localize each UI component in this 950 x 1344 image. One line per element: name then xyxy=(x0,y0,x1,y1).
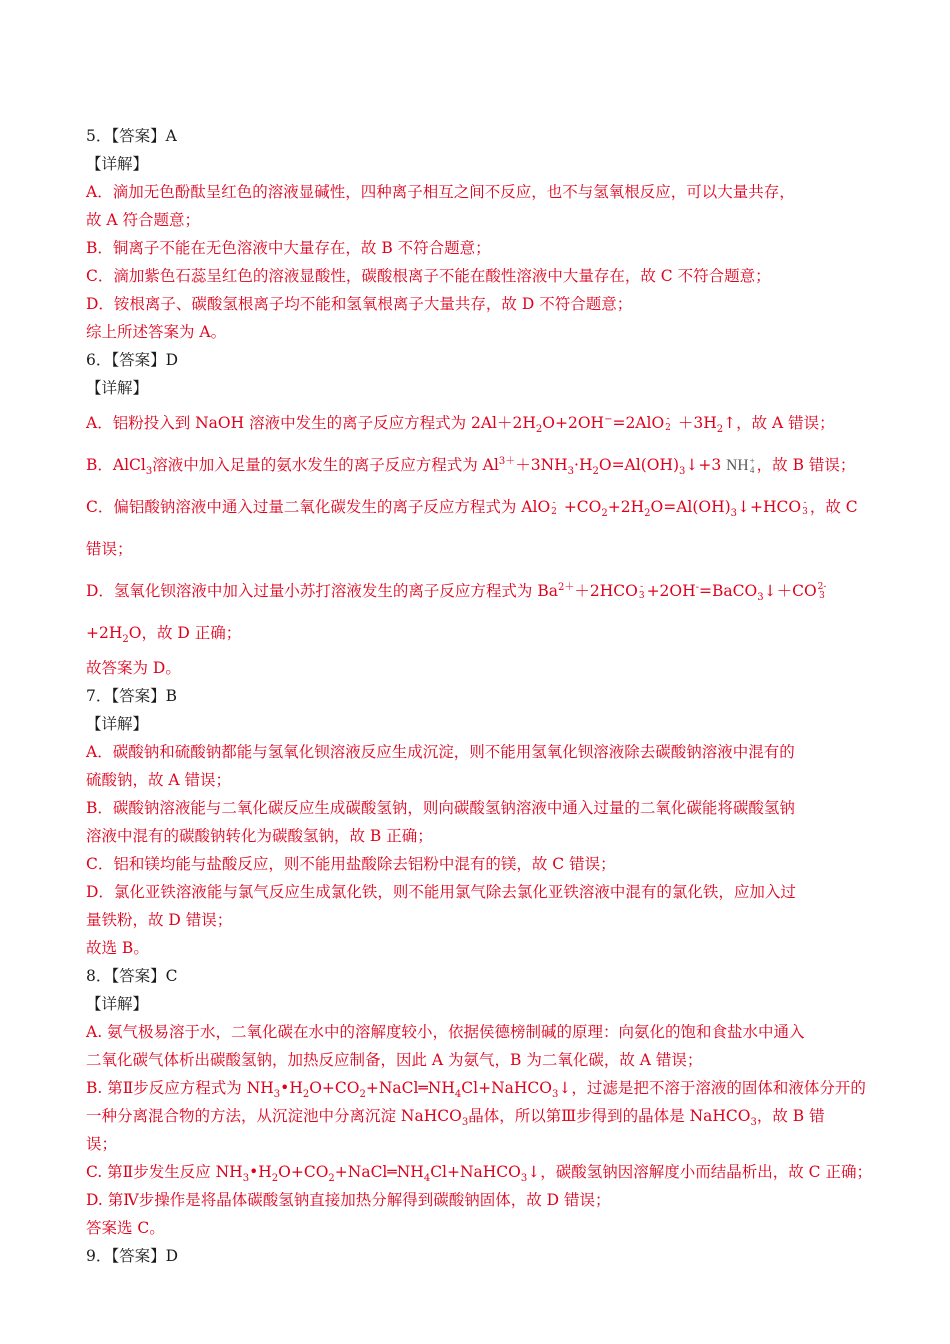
q8-option-c: C. 第Ⅱ步发生反应 $NH_3•H_2O+CO_2+NaCl═NH_4Cl+NaHCO_3↓$，碳酸氢钠因溶解度小而结晶析出，故 C 正确； xyxy=(86,1163,872,1185)
q7-option-a-line1: A．碳酸钠和硫酸钠都能与氢氧化钡溶液反应生成沉淀，则不能用氢氧化钡溶液除去碳酸钠溶液中混有的 xyxy=(86,743,795,761)
q7-option-a-line2: 硫酸钠，故 A 错误； xyxy=(86,771,232,789)
q7-detail-label: 【详解】 xyxy=(86,715,149,733)
ion-charge-index: - 2 xyxy=(551,498,557,517)
ion-charge-index: - 3 xyxy=(802,498,808,517)
q7-option-b-line2: 溶液中混有的碳酸钠转化为碳酸氢钠，故 B 正确； xyxy=(86,827,433,845)
q6-heading: 6．【答案】D xyxy=(86,351,179,369)
ion-charge-index: - 3 xyxy=(638,582,645,601)
answer-page xyxy=(86,122,872,1270)
ion-charge-index: 2- 3 xyxy=(817,582,827,601)
q7-option-c: C．铝和镁均能与盐酸反应，则不能用盐酸除去铝粉中混有的镁，故 C 错误； xyxy=(86,855,616,873)
q8-option-a-line1: A. 氨气极易溶于水，二氧化碳在水中的溶解度较小，依据侯德榜制碱的原理：向氨化的饱和食盐水中通入 xyxy=(86,1023,805,1041)
q7-summary: 故选 B。 xyxy=(86,939,149,957)
q8-option-b-line3: 误； xyxy=(86,1135,118,1153)
ion-charge-index: + 4 xyxy=(749,456,755,475)
q8-detail-label: 【详解】 xyxy=(86,995,149,1013)
q6-option-b: B．AlCl$_3$溶液中加入足量的氨水发生的离子反应方程式为 $Al^{3+}+3NH_3\cdot H_2O=Al(OH)_3↓+3$ NH + 4 ，故 B 错误； xyxy=(86,455,856,478)
ammonium-ion: NH xyxy=(726,457,749,474)
q5-option-d: D．铵根离子、碳酸氢根离子均不能和氢氧根离子大量共存，故 D 不符合题意； xyxy=(86,295,633,313)
q9-heading: 9．【答案】D xyxy=(86,1247,179,1265)
q8-summary: 答案选 C。 xyxy=(86,1219,165,1237)
q5-option-a-line2: 故 A 符合题意； xyxy=(86,211,201,229)
q5-heading: 5．【答案】A xyxy=(86,127,177,145)
q5-option-b: B．铜离子不能在无色溶液中大量存在，故 B 不符合题意； xyxy=(86,239,491,257)
q6-option-d-line1: D．氢氧化钡溶液中加入过量小苏打溶液发生的离子反应方程式为 $Ba^{2+}+2HCO$ - 3 +2OH-=BaCO$_3$↓＋CO 2- 3 xyxy=(86,581,827,604)
q6-summary: 故答案为 D。 xyxy=(86,659,181,677)
q7-option-b-line1: B．碳酸钠溶液能与二氧化碳反应生成碳酸氢钠，则向碳酸氢钠溶液中通入过量的二氧化碳能将碳酸氢钠 xyxy=(86,799,795,817)
q6-option-d-line2: $+2H_2O$，故 D 正确； xyxy=(86,624,242,646)
q8-option-b-line1: B. 第Ⅱ步反应方程式为 $NH_3•H_2O+CO_2+NaCl═NH_4Cl+NaHCO_3↓$，过滤是把不溶于溶液的固体和液体分开的 xyxy=(86,1079,866,1101)
q6-option-a: A．铝粉投入到 NaOH 溶液中发生的离子反应方程式为 $2Al+2H_2O+2OH^-=2AlO$ - 2 $+3H_2↑$，故 A 错误； xyxy=(86,413,835,436)
q8-option-d: D. 第Ⅳ步操作是将晶体碳酸氢钠直接加热分解得到碳酸钠固体，故 D 错误； xyxy=(86,1191,611,1209)
q8-heading: 8．【答案】C xyxy=(86,967,178,985)
q6-option-c-line2: 错误； xyxy=(86,540,133,558)
q8-option-b-line2: 一种分离混合物的方法，从沉淀池中分离沉淀 NaHCO$_3$晶体，所以第Ⅲ步得到的晶体是 NaHCO$_3$，故 B 错 xyxy=(86,1107,825,1129)
q7-option-d-line1: D．氯化亚铁溶液能与氯气反应生成氯化铁，则不能用氯气除去氯化亚铁溶液中混有的氯化铁，应加入过 xyxy=(86,883,796,901)
ion-charge-index: - 2 xyxy=(665,414,671,433)
q7-option-d-line2: 量铁粉，故 D 错误； xyxy=(86,911,233,929)
q5-summary: 综上所述答案为 A。 xyxy=(86,323,227,341)
q7-heading: 7．【答案】B xyxy=(86,687,178,705)
q5-option-a-line1: A．滴加无色酚酞呈红色的溶液显碱性，四种离子相互之间不反应，也不与氢氧根反应，可以大量共存， xyxy=(86,183,795,201)
q8-option-a-line2: 二氧化碳气体析出碳酸氢钠，加热反应制备，因此 A 为氨气，B 为二氧化碳，故 A 错误； xyxy=(86,1051,703,1069)
q5-detail-label: 【详解】 xyxy=(86,155,149,173)
q5-option-c: C．滴加紫色石蕊呈红色的溶液显酸性，碳酸根离子不能在酸性溶液中大量存在，故 C 不符合题意； xyxy=(86,267,771,285)
q6-detail-label: 【详解】 xyxy=(86,379,149,397)
q6-option-c-line1: C．偏铝酸钠溶液中通入过量二氧化碳发生的离子反应方程式为 AlO - 2 $+CO_2+2H_2O=Al(OH)_3↓+HCO$ - 3 ，故 C xyxy=(86,498,858,520)
